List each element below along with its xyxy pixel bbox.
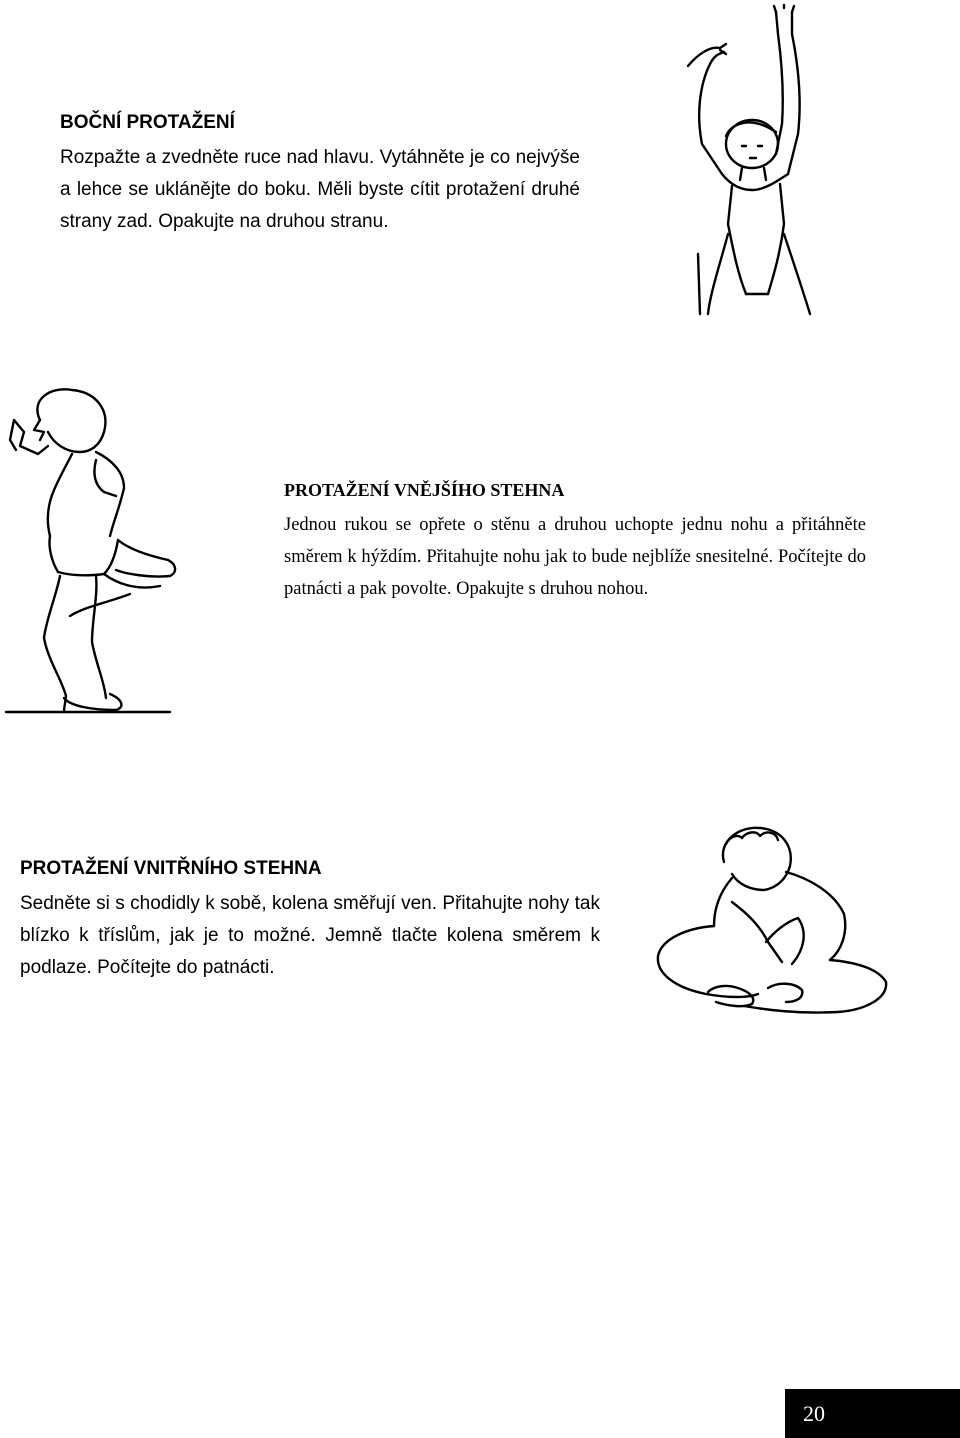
side-stretch-illustration [680,4,840,316]
section-outer-thigh-stretch [284,480,866,631]
outer-thigh-stretch-illustration [0,380,200,720]
section-inner-thigh-stretch [20,858,600,1026]
section-body: Sedněte si s chodidly k sobě, kolena směřují ven. Přitahujte nohy tak blízko k tříslům, jak je to možné. Jemně tlačte kolena směrem k podlaze. Počítejte do patnácti. [20,893,600,978]
page-number: 20 [803,1401,825,1426]
section-heading: PROTAŽENÍ VNITŘNÍHO STEHNA [20,858,322,879]
section-heading: PROTAŽENÍ VNĚJŠÍHO STEHNA [284,480,565,500]
section-body: Rozpažte a zvedněte ruce nad hlavu. Vytáhněte je co nejvýše a lehce se uklánějte do boku. Měli byste cítit protažení druhé strany zad. Opakujte na druhou stranu. [60,147,580,232]
section-body: Jednou rukou se opřete o stěnu a druhou uchopte jednu nohu a přitáhněte směrem k hýždím. Přitahujte nohu jak to bude nejblíže snesitelné. Počítejte do patnácti a pak povolte. Opakujte s druhou nohou. [284,515,866,599]
section-heading: BOČNÍ PROTAŽENÍ [60,112,235,133]
page-number-box [785,1389,960,1438]
section-side-stretch [60,112,580,280]
inner-thigh-stretch-illustration [648,822,896,1022]
